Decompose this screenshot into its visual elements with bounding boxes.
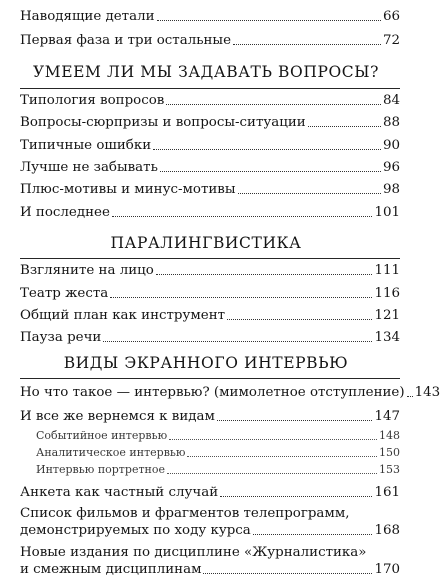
toc-entry-page: 84 [382, 93, 400, 108]
toc-entry-title: И последнее [20, 205, 110, 220]
toc-entry-multiline[interactable] [20, 505, 400, 539]
toc-entry-page: 147 [374, 409, 400, 424]
toc-entry-title: Но что такое — интервью? (мимолетное отступление) [20, 385, 405, 400]
leader-dots [167, 473, 377, 474]
leader-dots [233, 44, 381, 45]
section-rule [20, 88, 400, 89]
toc-entry-page: 121 [374, 308, 400, 323]
leader-dots [217, 420, 373, 421]
leader-dots [103, 341, 372, 342]
toc-entry[interactable] [20, 408, 400, 425]
toc-entry-title: Плюс-мотивы и минус-мотивы [20, 182, 236, 197]
leader-dots [153, 149, 381, 150]
leader-dots [308, 126, 381, 127]
leader-dots [253, 534, 373, 535]
toc-entry-page: 101 [374, 205, 400, 220]
toc-entry[interactable] [20, 114, 400, 131]
toc-entry[interactable] [20, 32, 400, 49]
leader-dots [187, 456, 377, 457]
toc-entry-page: 90 [382, 138, 400, 153]
leader-dots [166, 104, 381, 105]
toc-entry-page: 66 [382, 9, 400, 24]
toc-entry[interactable] [20, 384, 440, 401]
toc-entry-title: Театр жеста [20, 286, 109, 301]
toc-entry-title-line2: и смежным дисциплинам [20, 562, 202, 577]
toc-entry-title: Интервью портретное [36, 463, 165, 476]
toc-entry[interactable] [20, 329, 400, 346]
toc-entry[interactable] [20, 484, 400, 501]
toc-entry-title: Типология вопросов [20, 93, 165, 108]
toc-entry-multiline[interactable] [20, 544, 400, 578]
toc-entry-title: Аналитическое интервью [36, 446, 186, 459]
toc-entry[interactable] [20, 8, 400, 25]
leader-dots [112, 216, 373, 217]
toc-entry-page: 98 [382, 182, 400, 197]
toc-entry-page: 96 [382, 160, 400, 175]
toc-entry[interactable] [20, 137, 400, 154]
toc-entry-page: 134 [374, 330, 400, 345]
section-heading: ВИДЫ ЭКРАННОГО ИНТЕРВЬЮ [63, 354, 349, 372]
toc-entry[interactable] [20, 204, 400, 221]
toc-entry-title: Первая фаза и три остальные [20, 33, 232, 48]
toc-entry-page: 111 [374, 263, 400, 278]
toc-entry-page: 170 [374, 562, 400, 577]
toc-entry-page: 150 [379, 446, 400, 459]
toc-subentry[interactable] [36, 463, 400, 477]
toc-entry[interactable] [20, 92, 400, 109]
leader-dots [110, 297, 372, 298]
toc-entry-title: Вопросы-сюрпризы и вопросы-ситуации [20, 115, 306, 130]
toc-entry-page: 148 [379, 429, 400, 442]
toc-entry-page: 143 [414, 385, 440, 400]
section-heading: УМЕЕМ ЛИ МЫ ЗАДАВАТЬ ВОПРОСЫ? [32, 63, 380, 81]
toc-entry-title-line1: Новые издания по дисциплине «Журналистика» [20, 545, 367, 560]
toc-entry[interactable] [20, 181, 400, 198]
leader-dots [220, 496, 372, 497]
toc-entry[interactable] [20, 159, 400, 176]
leader-dots [156, 274, 373, 275]
toc-entry-page: 116 [374, 286, 400, 301]
toc-entry-title: Пауза речи [20, 330, 102, 345]
toc-entry-title: Взгляните на лицо [20, 263, 154, 278]
toc-entry[interactable] [20, 262, 400, 279]
toc-entry-title: Анкета как частный случай [20, 485, 219, 500]
toc-entry-title: Наводящие детали [20, 9, 155, 24]
section-heading: ПАРАЛИНГВИСТИКА [110, 234, 302, 252]
section-rule [20, 378, 400, 379]
toc-entry-page: 88 [382, 115, 400, 130]
toc-entry-title: И все же вернемся к видам [20, 409, 215, 424]
toc-entry-page: 153 [379, 463, 400, 476]
toc-entry-title-line2: демонстрируемых по ходу курса [20, 523, 251, 538]
toc-entry-page: 168 [374, 523, 400, 538]
section-rule [20, 258, 400, 259]
toc-subentry[interactable] [36, 446, 400, 460]
leader-dots [160, 171, 381, 172]
toc-entry-title: Лучше не забывать [20, 160, 158, 175]
toc-entry-title: Типичные ошибки [20, 138, 152, 153]
toc-entry-page: 161 [374, 485, 400, 500]
toc-entry-title: Общий план как инструмент [20, 308, 226, 323]
toc-entry-title-line1: Список фильмов и фрагментов телепрограмм, [20, 506, 350, 521]
leader-dots [227, 319, 372, 320]
toc-entry[interactable] [20, 307, 400, 324]
toc-subentry[interactable] [36, 429, 400, 443]
leader-dots [169, 439, 377, 440]
leader-dots [203, 573, 372, 574]
toc-entry-page: 72 [382, 33, 400, 48]
leader-dots [407, 396, 413, 397]
toc-entry-title: Событийное интервью [36, 429, 168, 442]
leader-dots [238, 193, 381, 194]
toc-entry[interactable] [20, 285, 400, 302]
leader-dots [157, 20, 381, 21]
